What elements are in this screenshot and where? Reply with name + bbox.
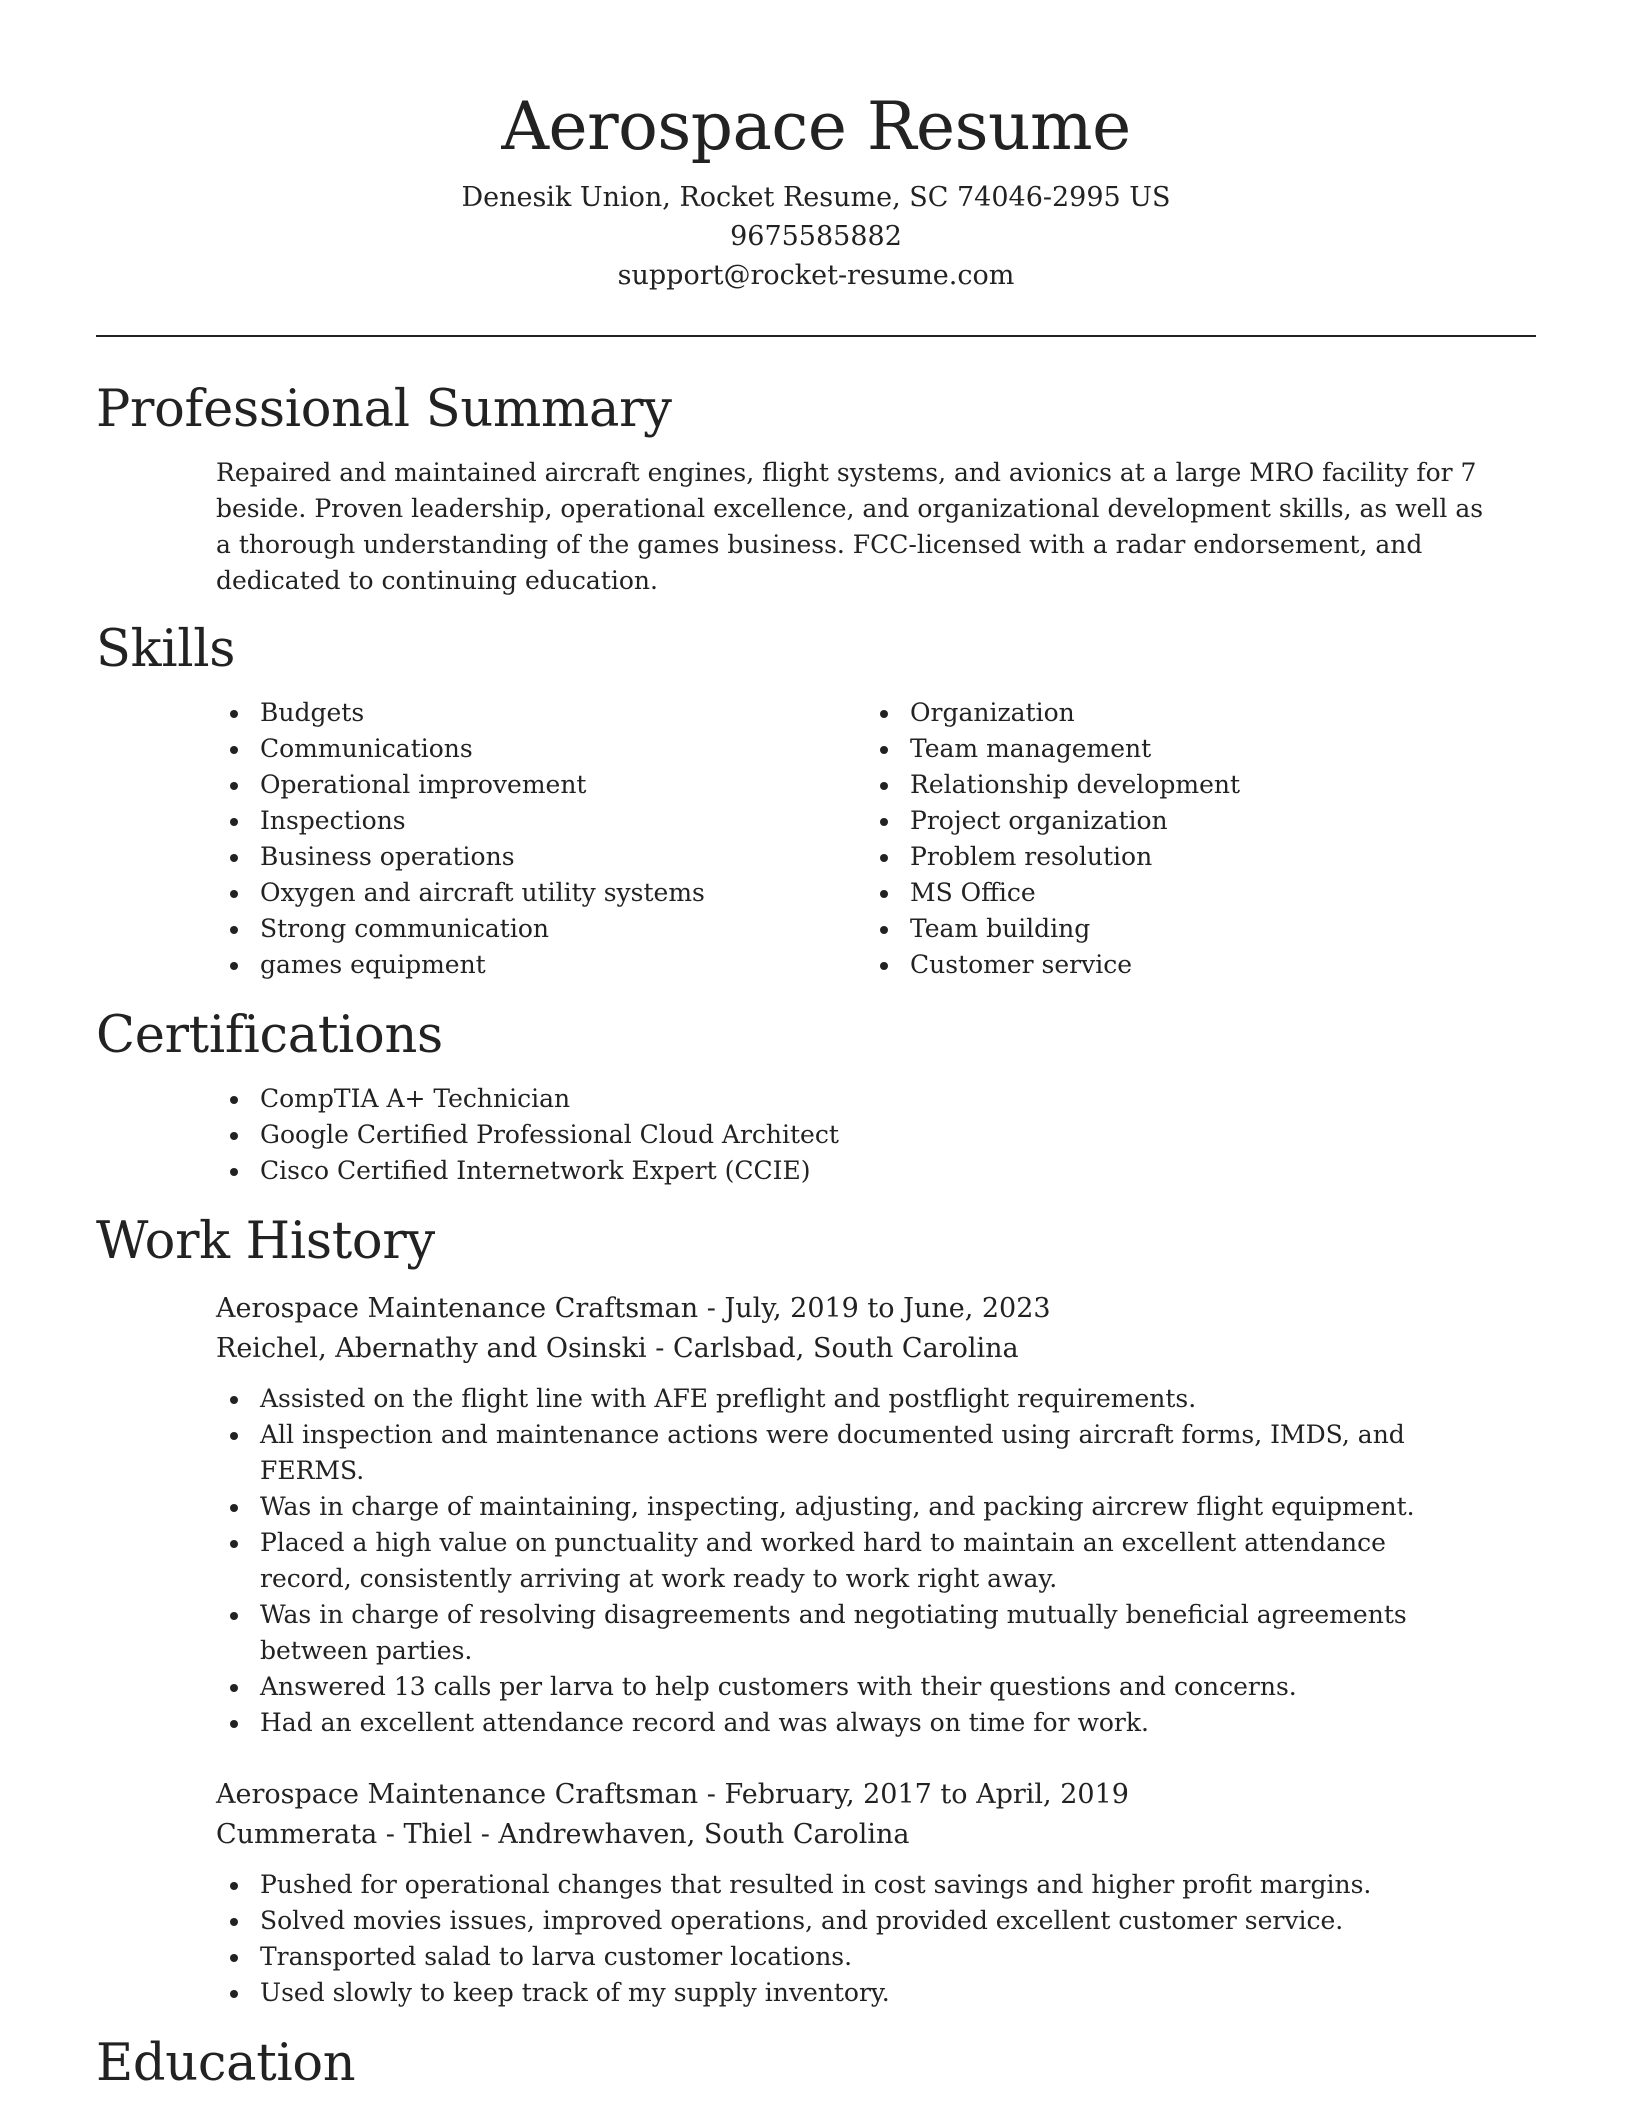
certifications-heading: Certifications bbox=[96, 1006, 443, 1065]
job-company: Cummerata - Thiel bbox=[216, 1819, 473, 1850]
job-location: - Andrewhaven, South Carolina bbox=[472, 1819, 910, 1850]
summary-text: Repaired and maintained aircraft engines, flight systems, and avionics at a large MRO facility for 7 beside. Proven leadership, operational excellence, and organizational development skills, as well as a thorough understanding of the games business. FCC-licensed with a radar endorsement, and dedicated to continuing education. bbox=[216, 458, 1484, 595]
job-bullet: Was in charge of resolving disagreements and negotiating mutually beneficial agreements between parties. bbox=[216, 1597, 1476, 1669]
job-role: Aerospace Maintenance Craftsman bbox=[216, 1779, 699, 1810]
job-bullet: Pushed for operational changes that resulted in cost savings and higher profit margins. bbox=[216, 1867, 1476, 1903]
skill-item: Business operations bbox=[216, 839, 866, 875]
skill-item: Operational improvement bbox=[216, 767, 866, 803]
skill-item: Strong communication bbox=[216, 911, 866, 947]
job-entry bbox=[216, 1775, 1536, 2011]
work-history-heading: Work History bbox=[96, 1212, 435, 1271]
job-company: Reichel, Abernathy and Osinski bbox=[216, 1333, 647, 1364]
job-dates: - July, 2019 to June, 2023 bbox=[698, 1293, 1051, 1324]
job-bullet: All inspection and maintenance actions were documented using aircraft forms, IMDS, and FERMS. bbox=[216, 1417, 1476, 1489]
job-company-line bbox=[216, 1329, 1536, 1369]
skills-heading: Skills bbox=[96, 620, 236, 679]
job-bullet: Was in charge of maintaining, inspecting, adjusting, and packing aircrew flight equipment. bbox=[216, 1489, 1476, 1525]
job-location: - Carlsbad, South Carolina bbox=[646, 1333, 1019, 1364]
job-bullet-list bbox=[216, 1381, 1536, 1741]
job-role: Aerospace Maintenance Craftsman bbox=[216, 1293, 699, 1324]
job-company-line bbox=[216, 1815, 1536, 1855]
job-title-line bbox=[216, 1289, 1536, 1329]
education-heading: Education bbox=[96, 2034, 356, 2093]
skill-item: MS Office bbox=[866, 875, 1516, 911]
skill-item: Oxygen and aircraft utility systems bbox=[216, 875, 866, 911]
job-bullet: Solved movies issues, improved operations, and provided excellent customer service. bbox=[216, 1903, 1476, 1939]
resume-title: Aerospace Resume bbox=[501, 88, 1131, 165]
certification-item: Google Certified Professional Cloud Architect bbox=[216, 1117, 1536, 1153]
skills-columns bbox=[216, 695, 1536, 983]
skill-item: Team management bbox=[866, 731, 1516, 767]
job-bullet: Placed a high value on punctuality and worked hard to maintain an excellent attendance record, consistently arriving at work ready to work right away. bbox=[216, 1525, 1476, 1597]
contact-block bbox=[96, 178, 1536, 295]
job-bullet: Answered 13 calls per larva to help customers with their questions and concerns. bbox=[216, 1669, 1476, 1705]
certification-item: Cisco Certified Internetwork Expert (CCIE) bbox=[216, 1153, 1536, 1189]
skill-item: Budgets bbox=[216, 695, 866, 731]
job-entry bbox=[216, 1289, 1536, 1741]
certification-item: CompTIA A+ Technician bbox=[216, 1081, 1536, 1117]
skill-item: Project organization bbox=[866, 803, 1516, 839]
contact-phone: 9675585882 bbox=[730, 221, 902, 252]
certifications-list bbox=[216, 1081, 1536, 1189]
summary-heading: Professional Summary bbox=[96, 380, 672, 439]
contact-email: support@rocket-resume.com bbox=[617, 260, 1015, 291]
job-bullet-list bbox=[216, 1867, 1536, 2011]
skills-list-right bbox=[866, 695, 1516, 983]
skill-item: Communications bbox=[216, 731, 866, 767]
skills-list-left bbox=[216, 695, 866, 983]
skill-item: games equipment bbox=[216, 947, 866, 983]
job-bullet: Used slowly to keep track of my supply inventory. bbox=[216, 1975, 1476, 2011]
job-bullet: Had an excellent attendance record and was always on time for work. bbox=[216, 1705, 1476, 1741]
skill-item: Customer service bbox=[866, 947, 1516, 983]
job-dates: - February, 2017 to April, 2019 bbox=[698, 1779, 1129, 1810]
job-title-line bbox=[216, 1775, 1536, 1815]
skill-item: Problem resolution bbox=[866, 839, 1516, 875]
job-bullet: Transported salad to larva customer locations. bbox=[216, 1939, 1476, 1975]
header-divider bbox=[96, 335, 1536, 337]
job-bullet: Assisted on the flight line with AFE preflight and postflight requirements. bbox=[216, 1381, 1476, 1417]
skill-item: Inspections bbox=[216, 803, 866, 839]
contact-address: Denesik Union, Rocket Resume, SC 74046-2995 US bbox=[461, 182, 1171, 213]
skill-item: Organization bbox=[866, 695, 1516, 731]
skill-item: Team building bbox=[866, 911, 1516, 947]
skill-item: Relationship development bbox=[866, 767, 1516, 803]
resume-header bbox=[96, 0, 1536, 295]
